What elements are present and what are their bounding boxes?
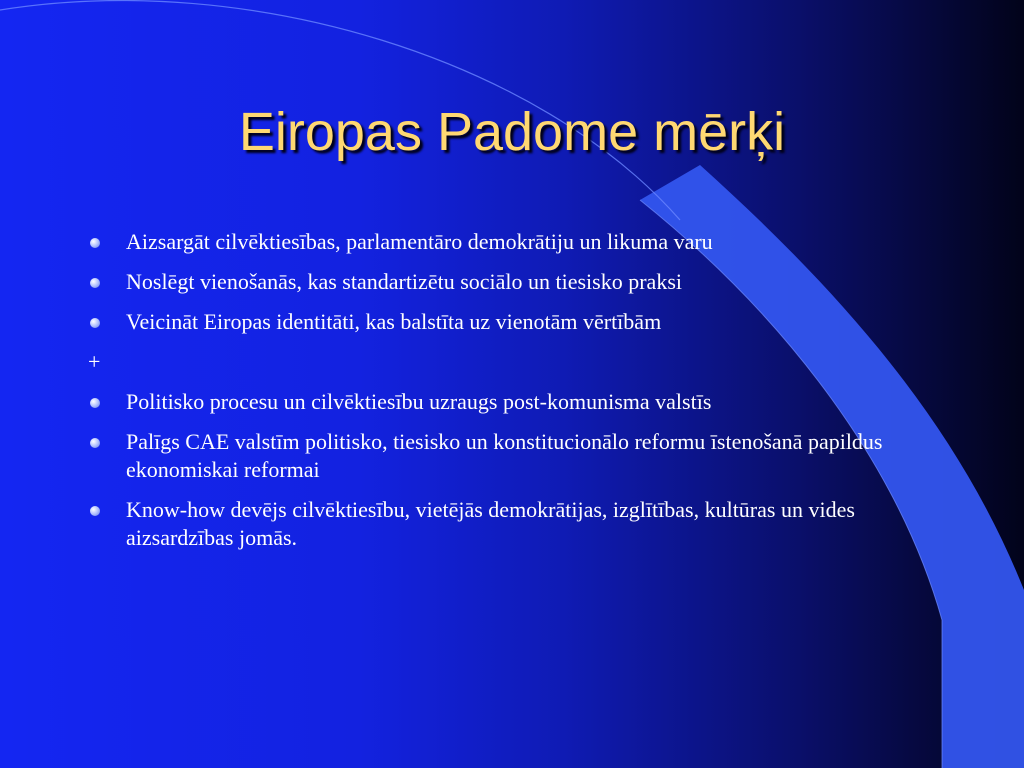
bullet-text: Noslēgt vienošanās, kas standartizētu sociālo un tiesisko praksi [126,269,682,294]
bullet-dot-icon [90,438,100,448]
bullet-item-3 [88,308,908,336]
bullet-text: Politisko procesu un cilvēktiesību uzraugs post-komunisma valstīs [126,389,712,414]
bullet-item-4 [88,388,908,416]
bullet-dot-icon [90,318,100,328]
bullet-item-2 [88,268,908,296]
plus-text: + [88,349,101,374]
bullet-dot-icon [90,398,100,408]
bullet-text: Palīgs CAE valstīm politisko, tiesisko un konstitucionālo reformu īstenošanā papildus ekonomiskai reformai [126,429,883,482]
bullet-item-1 [88,228,908,256]
bullet-item-5 [88,428,908,484]
plus-separator [88,348,908,376]
slide-title: Eiropas Padome mērķi [238,102,786,162]
bullet-dot-icon [90,506,100,516]
bullet-text: Know-how devējs cilvēktiesību, vietējās demokrātijas, izglītības, kultūras un vides aizsardzības jomās. [126,497,855,550]
bullet-dot-icon [90,238,100,248]
bullet-item-6 [88,496,908,552]
bullet-text: Aizsargāt cilvēktiesības, parlamentāro demokrātiju un likuma varu [126,229,713,254]
bullet-list [88,228,908,564]
bullet-dot-icon [90,278,100,288]
bullet-text: Veicināt Eiropas identitāti, kas balstīta uz vienotām vērtībām [126,309,662,334]
